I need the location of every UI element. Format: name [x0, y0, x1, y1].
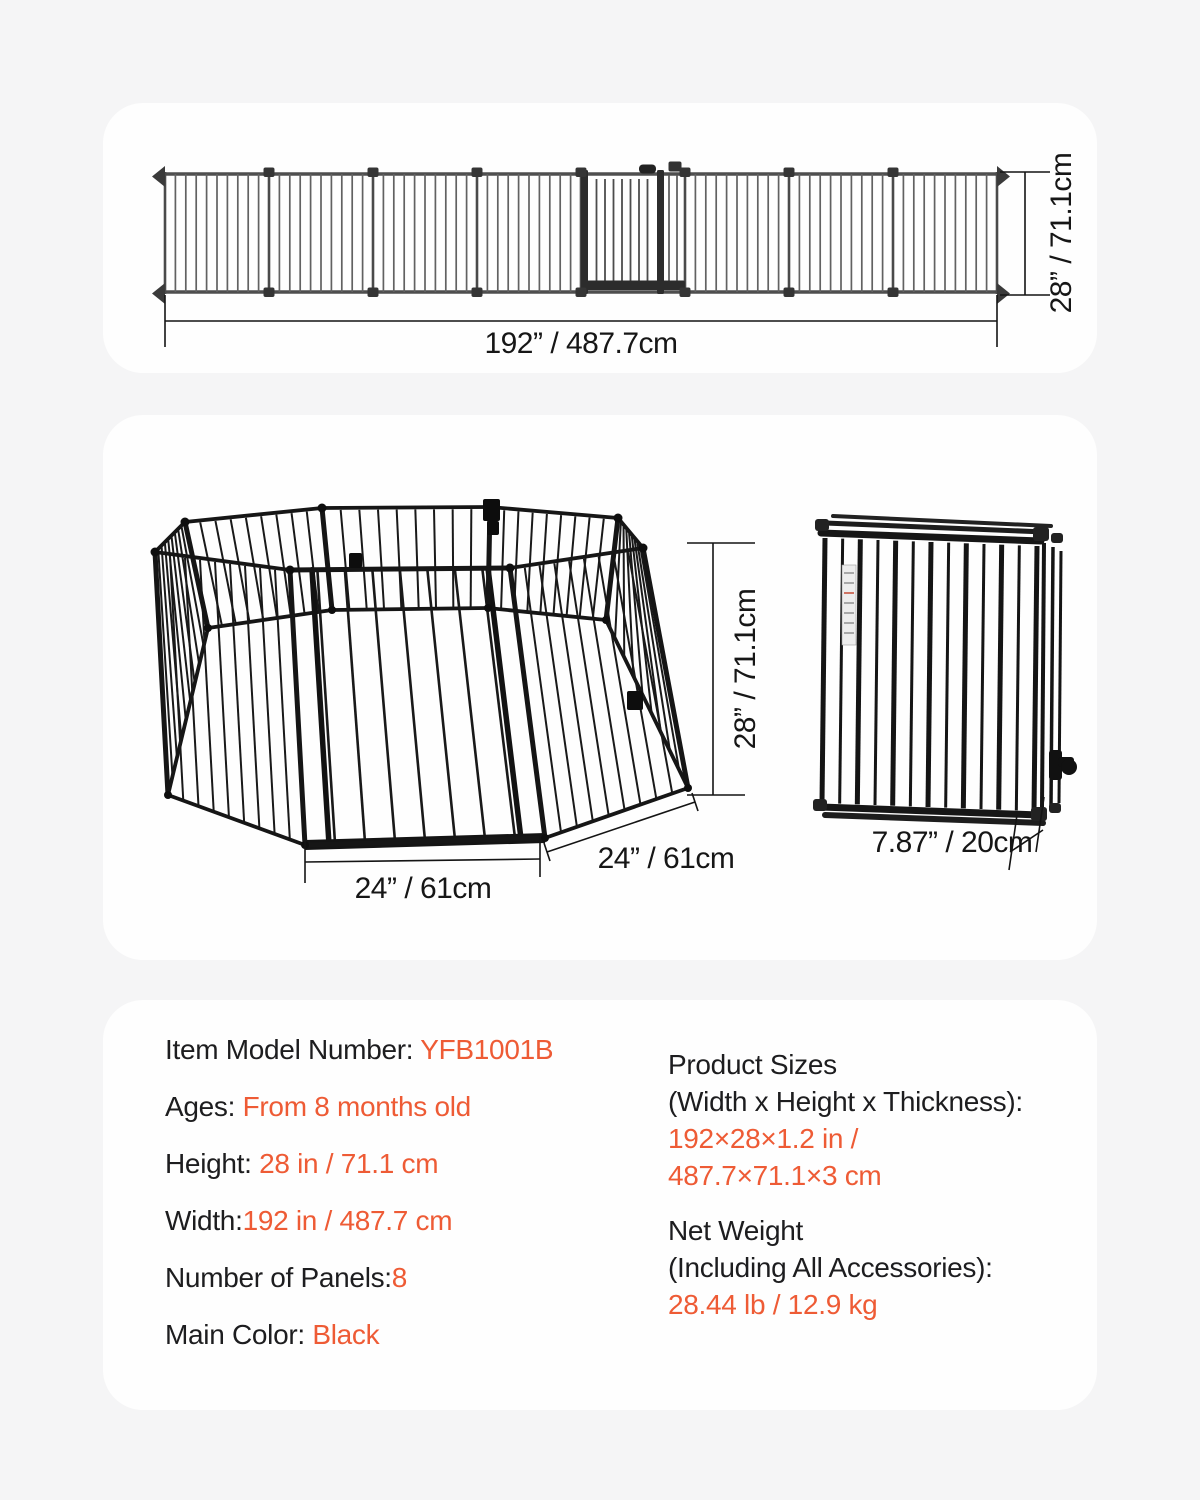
spec-value: Black — [312, 1319, 380, 1350]
spec-value: 28.44 lb / 12.9 kg — [668, 1289, 878, 1320]
spec-value: 192×28×1.2 in / — [668, 1123, 859, 1154]
spec-row-model — [165, 1036, 553, 1064]
folded-depth-label: 7.87” / 20cm — [871, 826, 1033, 859]
spec-label: Height: — [165, 1148, 260, 1179]
specs-right-column — [668, 1046, 1023, 1341]
octagon-playpen-illustration — [151, 499, 693, 849]
spec-value: YFB1001B — [420, 1034, 554, 1065]
spec-label: Number of Panels: — [165, 1262, 392, 1293]
spec-block-product-sizes — [668, 1046, 1023, 1194]
spec-row-ages — [165, 1093, 553, 1121]
spec-row-width — [165, 1207, 553, 1235]
pen-height-label: 28” / 71.1cm — [729, 588, 762, 750]
playpen-views-panel — [103, 415, 1097, 960]
fence-diagram — [103, 103, 1097, 373]
fence-stretched-panel — [103, 103, 1097, 373]
specs-left-column — [165, 1036, 553, 1378]
specifications-panel — [103, 1000, 1097, 1410]
fence-height-dimension — [1000, 153, 1078, 314]
folded-panels-illustration — [813, 516, 1077, 823]
playpen-diagram — [103, 415, 1097, 960]
spec-label: Width: — [165, 1205, 243, 1236]
spec-row-color — [165, 1321, 553, 1349]
spec-label: Net Weight — [668, 1215, 803, 1246]
spec-value: From 8 months old — [242, 1091, 471, 1122]
fence-width-dimension — [165, 295, 997, 360]
spec-value: 192 in / 487.7 cm — [242, 1205, 453, 1236]
spec-value: 8 — [391, 1262, 408, 1293]
spec-row-panels — [165, 1264, 553, 1292]
pen-height-dimension — [687, 543, 762, 795]
fence-width-label: 192” / 487.7cm — [484, 327, 678, 360]
pen-side-panel-label: 24” / 61cm — [597, 842, 735, 875]
spec-label: Product Sizes — [668, 1049, 837, 1080]
spec-label: Ages: — [165, 1091, 243, 1122]
spec-label: Main Color: — [165, 1319, 313, 1350]
spec-block-net-weight — [668, 1212, 1023, 1323]
spec-label: (Including All Accessories): — [668, 1252, 993, 1283]
fence-illustration — [152, 162, 1010, 305]
spec-label: (Width x Height x Thickness): — [668, 1086, 1023, 1117]
spec-row-height — [165, 1150, 553, 1178]
pen-door-width-label: 24” / 61cm — [354, 872, 492, 905]
spec-value: 487.7×71.1×3 cm — [668, 1160, 882, 1191]
fence-height-label: 28” / 71.1cm — [1045, 152, 1078, 314]
spec-label: Item Model Number: — [165, 1034, 421, 1065]
spec-value: 28 in / 71.1 cm — [259, 1148, 439, 1179]
